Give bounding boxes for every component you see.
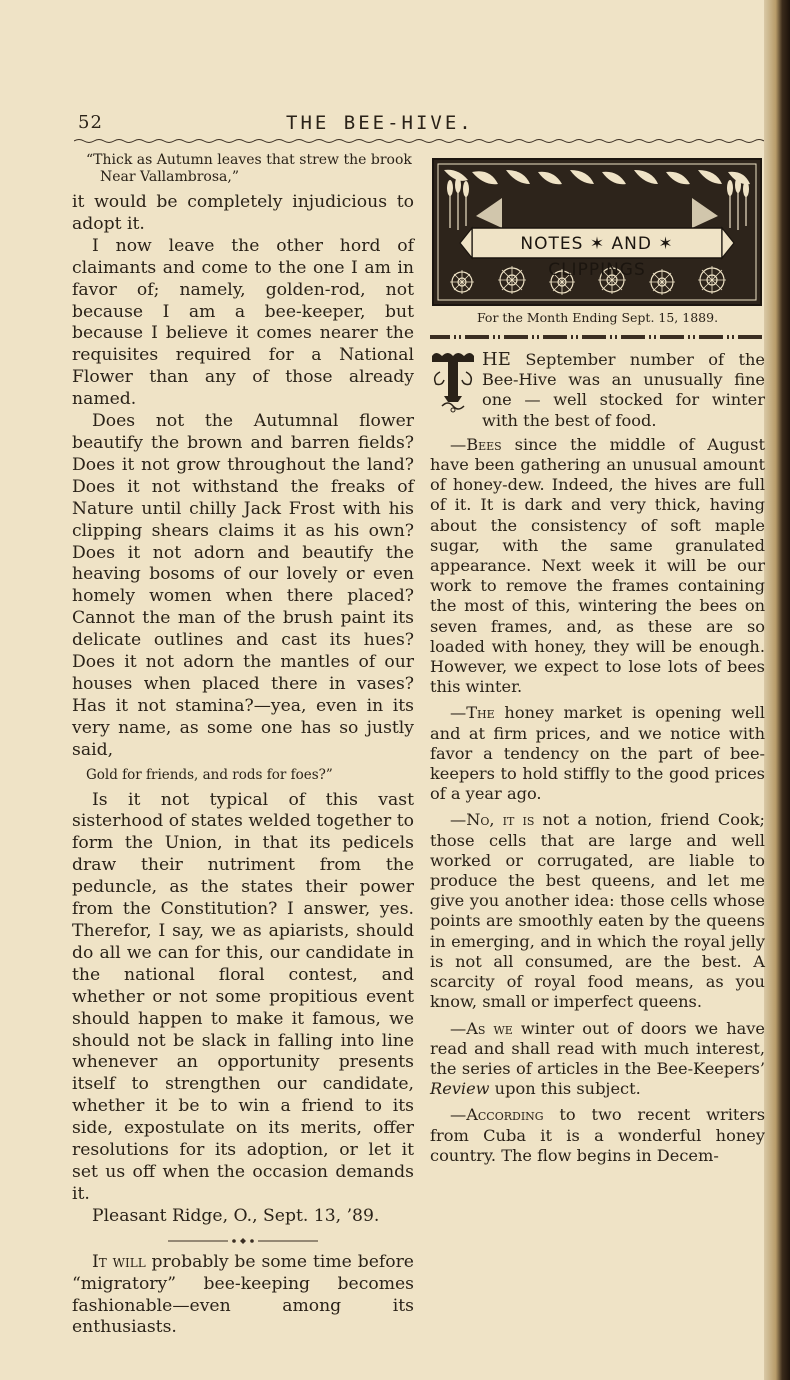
paragraph-5 — [72, 1252, 414, 1340]
verse-quote — [72, 152, 414, 186]
note-2 — [430, 435, 765, 698]
note-1-text: September number of the Bee-Hive was an unusually fine one — well stocked for winter with the best of food. — [482, 350, 765, 430]
ornamental-divider — [168, 1238, 318, 1244]
paragraph-5-lead: It will — [92, 1251, 146, 1272]
gold-quote-line: Gold for friends, and rods for foes?” — [86, 766, 333, 783]
note-4-text: not a notion, friend Cook; those cells that are large and well worked or corrugated, are liable to produce the best queens, and let me give you another idea: those cells whose points are smoothly eaten by the queens in emerging, and in which the royal jelly is not all consumed, are the best. A scarcity of royal food means, as you know, small or imperfect queens. — [430, 810, 766, 1012]
note-4 — [430, 810, 765, 1012]
banner-caption: For the Month Ending Sept. 15, 1889. — [476, 310, 719, 325]
banner-title: NOTES ✶ AND ✶ CLIPPINGS — [520, 234, 674, 280]
note-3-text: honey market is opening well and at firm prices, and we notice with favor a tendency on the part of bee-keepers to hold stiffly to the good prices of a year ago. — [430, 703, 765, 804]
verse-line-1: “Thick as Autumn leaves that strew the brook — [86, 152, 412, 168]
notes-clippings-banner — [432, 158, 762, 306]
note-3-lead: —The — [450, 703, 495, 723]
note-3 — [430, 703, 765, 804]
paragraph-4: Is it not typical of this vast sisterhood of states welded together to form the Union, in that its pedicels draw their nutriment from the peduncle, as the states their power from the Constitution? I answer, yes. Therefor, I say, we as apiarists, should do all we can for this, our candidate in the national floral contest, and whether or not some propitious event should happen to make it famous, we should not be slack in falling into line whenever an opportunity presents itself to strengthen our candidate, whether it be to win a friend to its side, expostulate on its merits, offer resolutions for its adoption, or let it set us off when the occasion demands it. — [72, 789, 414, 1204]
paragraph-2: I now leave the other hord of claimants and come to the one I am in favor of; namely, golden-rod, not because I am a bee-keeper, but because I believe it comes nearer the requisites required for a National Flower than any of those already named. — [72, 235, 414, 410]
paragraph-5-text: probably be some time before “migratory” bee-keeping becomes fashionable—even among its enthusiasts. — [72, 1251, 414, 1338]
note-2-text: since the middle of August have been gathering an unusual amount of honey-dew. Indeed, the hives are full of it. It is dark and very thick, having about the consistency of soft maple sugar, with the same granulated appearance. Next week it will be our work to remove the frames containing the most of this, wintering the bees on seven frames, and, as these are so loaded with honey, they will be enough. However, we expect to lose lots of bees this winter. — [430, 434, 765, 697]
signature-line: Pleasant Ridge, O., Sept. 13, ’89. — [92, 1205, 380, 1226]
ornamental-initial-t-icon — [430, 350, 476, 414]
note-5 — [430, 1019, 765, 1100]
header-wavy-rule — [74, 138, 764, 144]
left-column — [72, 152, 414, 1339]
banner-rule — [430, 334, 762, 340]
note-6-text: to two recent writers from Cuba it is a wonderful honey country. The flow begins in Decem- — [430, 1105, 765, 1165]
note-5-lead: —As we — [450, 1018, 513, 1038]
note-4-lead: —No, it is — [450, 810, 535, 830]
note-5-end: upon this subject. — [489, 1079, 641, 1099]
note-6 — [430, 1105, 765, 1166]
paragraph-1: it would be completely injudicious to adopt it. — [72, 192, 414, 234]
right-column — [430, 152, 765, 1166]
note-1 — [430, 350, 765, 431]
note-5-text: winter out of doors we have read and shall read with much interest, the series of articles in the Bee-Keepers’ — [430, 1018, 765, 1078]
page-header — [74, 112, 764, 136]
paragraph-3: Does not the Autumnal flower beautify the brown and barren fields? Does it not grow throughout the land? Does it not withstand the freaks of Nature until chilly Jack Frost with his clipping shears claims it as his own? Does it not adorn and beautify the heaving bosoms of our lovely or even homely women when there placed? Cannot the man of the brush paint its delicate outlines and cast its hues? Does it not adorn the mantles of our houses when placed there in vases? Has it not stamina?—yea, even in its very name, as some one has so justly said, — [72, 411, 414, 760]
note-6-lead: —According — [450, 1105, 544, 1125]
verse-line-2: Near Vallambrosa,” — [100, 169, 239, 185]
page-number: 52 — [78, 112, 103, 133]
page-binding-edge — [764, 0, 790, 1380]
note-2-lead: —Bees — [450, 434, 502, 454]
note-5-italic: Review — [430, 1079, 490, 1099]
note-1-lead: HE — [482, 349, 511, 370]
running-title: THE BEE-HIVE. — [286, 112, 474, 134]
